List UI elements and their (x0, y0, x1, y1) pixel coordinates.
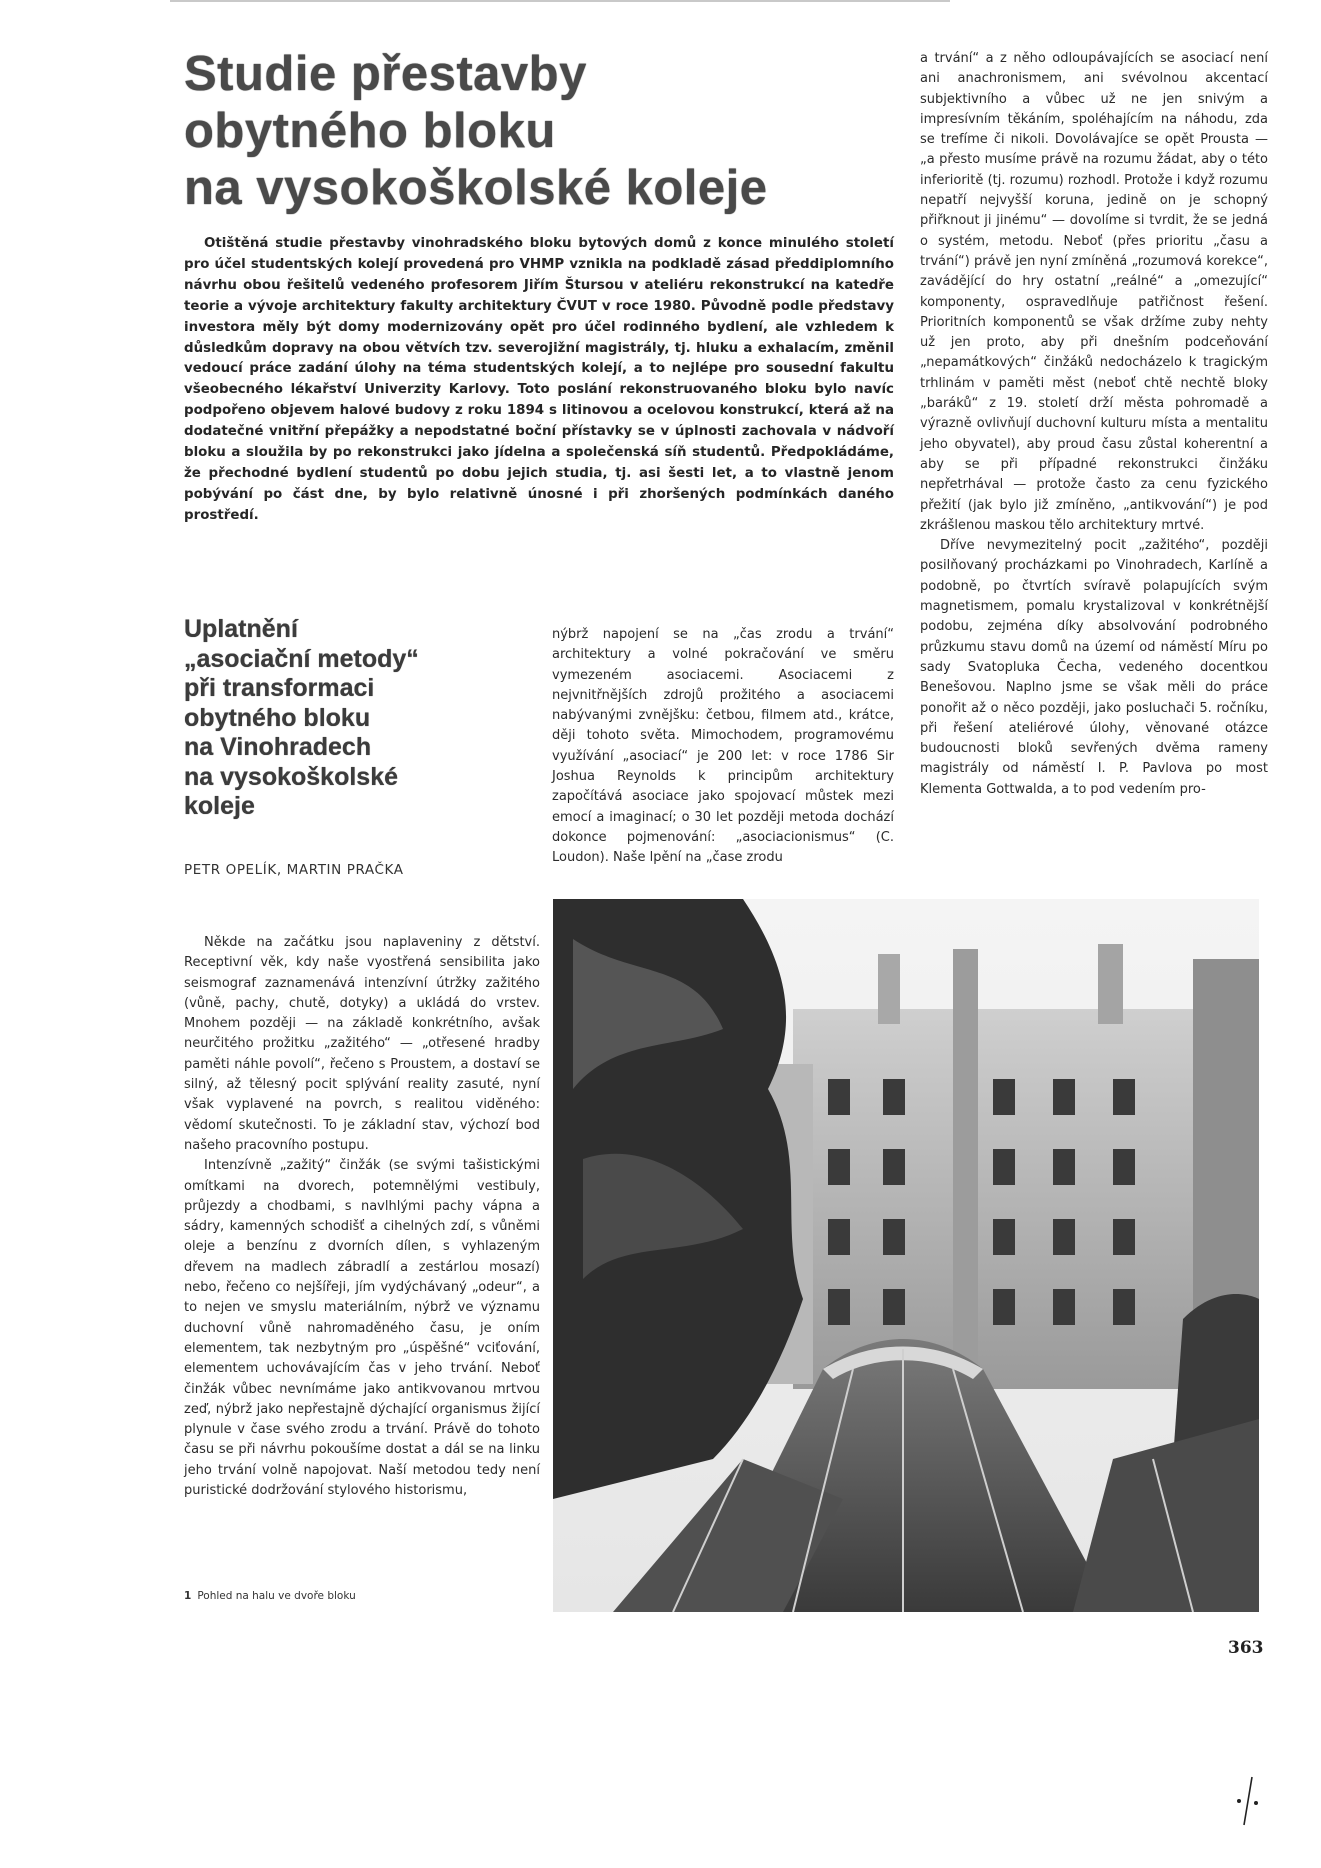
column-middle-paragraph: nýbrž napojení se na „čas zrodu a trvání“ architektury a volné pokračování ve směru vymezeném asociacemi. Asociacemi z nejvnitřnějších zdrojů prožitého a asociacemi nabývanými zvnějšku: četbou, filmem atd., krátce, ději tohoto světa. Mimochodem, programovému využívání „asociací“ je 200 let: v roce 1786 Sir Joshua Reynolds k principům architektury započítává asociace jako spojovací můstek mezi emocí a imaginací; o 30 let později metoda dochází dokonce pojmenování: „asociacionismus“ (C. Loudon). Naše lpění na „čase zrodu (552, 627, 894, 866)
title-line-1: Studie přestavby (184, 47, 587, 101)
byline-authors: PETR OPELÍK, MARTIN PRAČKA (184, 862, 404, 878)
photo-illustration (553, 899, 1259, 1612)
subheading-line: Uplatnění (184, 615, 298, 643)
column-middle (552, 625, 894, 869)
courtyard-photo (553, 899, 1259, 1612)
column-right-paragraph-1: a trvání“ a z něho odloupávajících se asociací není ani anachronismem, ani svévolnou akcentací subjektivního a vůbec už ne jen snivým a impresívním těkáním, spoléhajícím na náhodu, zda se trefíme či nikoli. Dovolávajíce se opět Prousta — „a přesto musíme právě na rozumu žádat, aby o této inferioritě (tj. rozumu) rozhodl. Protože i když rozumu nepatří nejvyšší koruna, jedině on je schopný přiřknout ji jinému“ — dovolíme si tvrdit, že se jedná o systém, metodu. Neboť (přes prioritu „času a trvání“) právě jen nyní zmíněná „rozumová korekce“, zavádějící do hry ostatní „reálné“ a „omezující“ komponenty, ospravedlňuje patřičnost řešení. Prioritních komponentů se však držíme zuby nehty už jen proto, aby při dnešním podceňování „nepamátkových“ činžáků nedocházelo k tragickým trhlinám v paměti měst (neboť chtě nechtě bloky „baráků“ z 19. století drží města pohromadě a výrazně ovlivňují duchovní kulturu místa a mentalitu jeho obyvatel), aby proud času zůstal koherentní a aby se při případné rekonstrukci činžáku nepřetrhával — protože často za cenu fyzického přežití (jak bylo již zmíněno, „antikvování“) je pod zkrášlenou maskou tělo architektury mrtvé. (920, 51, 1268, 533)
title-line-2: obytného bloku (184, 104, 556, 158)
scan-top-edge (170, 0, 950, 2)
subheading-line: při transformaci (184, 674, 375, 702)
subheading-line: obytného bloku (184, 703, 371, 732)
column-right (920, 49, 1268, 800)
figure-caption-text: Pohled na halu ve dvoře bloku (197, 1590, 356, 1602)
section-heading (184, 615, 514, 822)
subheading-line: na Vinohradech (184, 733, 372, 761)
title-line-3: na vysokoškolské koleje (184, 161, 768, 215)
subheading-line: na vysokoškolské (184, 762, 399, 791)
column-left-paragraph-1: Někde na začátku jsou naplaveniny z dětství. Receptivní věk, kdy naše vyostřená sensibilita jako seismograf zaznamenává intenzívní útržky zažitého (vůně, pachy, chutě, dotyky) a ukládá do vrstev. Mnohem později — na základě konkrétního, avšak neurčitého prožitku „zažitého“ — „otřesené hradby paměti náhle povolí“, řečeno s Proustem, a dostaví se silný, až tělesný pocit splývání reality zasuté, nyní však vyplavené na povrch, s realitou viděného: vědomí skutečnosti. To je základní stav, výchozí bod našeho pracovního postupu. (184, 935, 540, 1153)
article-title (184, 46, 904, 217)
column-right-paragraph-2: Dříve nevymezitelný pocit „zažitého“, později posilňovaný procházkami po Vinohradech, Karlíně a podobně, po čtvrtích svíravě polapujících svým magnetismem, pomalu krystalizoval v konkrétnější podobu, zejména díky absolvování podrobného průzkumu stavu domů na území od náměstí Míru po sady Svatopluka Čecha, vedeného docentkou Benešovou. Naplno jsme se však měli do práce ponořit až o něco později, jako posluchači 5. ročníku, při řešení ateliérové úlohy, věnované otázce budoucnosti bloků sevřených dvěma rameny magistrály od náměstí I. P. Pavlova po most Klementa Gottwalda, a to pod vedením pro- (920, 538, 1268, 797)
handwritten-mark-icon (1232, 1775, 1262, 1830)
column-left (184, 933, 540, 1501)
intro-paragraph: Otištěná studie přestavby vinohradského bloku bytových domů z konce minulého století pro účel studentských kolejí provedená pro VHMP vznikla na podkladě zásad předdiplomního návrhu obou řešitelů vedeného profesorem Jiřím Štursou v ateliéru rekonstrukcí na katedře teorie a vývoje architektury fakulty architektury ČVUT v roce 1980. Původně podle představy investora měly být domy modernizovány opět pro účel rodinného bydlení, ale vzhledem k důsledkům dopravy na obou větvích tzv. severojižní magistrály, tj. hluku a exhalacím, změnil vedoucí práce zadání úlohy na téma studentských kolejí, a to nejlépe pro sousední fakultu všeobecného lékařství Univerzity Karlovy. Toto poslání rekonstruovaného bloku bylo navíc podpořeno objevem halové budovy z roku 1894 s litinovou a ocelovou konstrukcí, která až na dodatečné vnitřní přepážky a nepodstatné boční přístavky se v úplnosti zachovala v nádvoří bloku a sloužila by po rekonstrukci jako jídelna a společenská síň studentů. Předpokládáme, že přechodné bydlení studentů po dobu jejich studia, tj. asi šesti let, a to vlastně jenom pobývání po část dne, by bylo relativně únosné i při zhoršených podmínkách daného prostředí. (184, 236, 894, 523)
page-number: 363 (1228, 1638, 1264, 1658)
subheading-line: koleje (184, 792, 255, 820)
figure-number: 1 (184, 1590, 192, 1602)
subheading-line: „asociační metody“ (184, 644, 419, 673)
column-left-paragraph-2: Intenzívně „zažitý“ činžák (se svými tašistickými omítkami na dvorech, potemnělými vestibuly, průjezdy a chodbami, s navlhlými pachy vápna a sádry, kamenných schodišť a cihelných zdí, s vůněmi oleje a benzínu z dvorních dílen, s vyhlazeným dřevem na madlech zábradlí a zestárlou mosazí) nebo, řečeno co nejšířeji, jím vydýchávaný „odeur“, a to nejen ve smyslu materiálním, nýbrž ve významu duchovní vůně nahromaděného času, je oním elementem, tak nezbytným pro „úspěšné“ vciťování, elementem uchovávajícím čas v jeho trvání. Neboť činžák vůbec nevnímáme jako antikvovanou mrtvou zeď, nýbrž jako nepřestajně dýchající organismus žijící plynule v čase svého zrodu a trvání. Právě do tohoto času se při návrhu pokoušíme dostat a dál se na linku jeho trvání volně napojovat. Naší metodou tedy není puristické dodržování stylového historismu, (184, 1158, 540, 1499)
figure-caption (184, 1590, 356, 1602)
article-intro (184, 234, 894, 527)
